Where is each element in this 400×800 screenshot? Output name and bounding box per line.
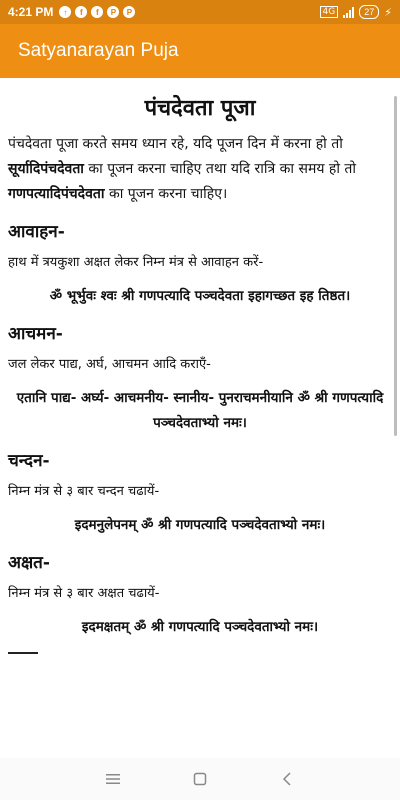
home-icon[interactable] bbox=[185, 764, 215, 794]
facebook-icon: f bbox=[75, 6, 87, 18]
p-icon: P bbox=[107, 6, 119, 18]
signal-icon bbox=[343, 7, 354, 18]
main-content[interactable] bbox=[0, 78, 400, 758]
section-instruction: निम्न मंत्र से ३ बार चन्दन चढायें- bbox=[8, 484, 160, 499]
charging-icon: ⚡ bbox=[384, 5, 392, 19]
section-mantra: एतानि पाद्य- अर्घ्य- आचमनीय- स्नानीय- पुनराचमनीयानि ॐ श्री गणपत्यादि पञ्चदेवताभ्यो नमः। bbox=[16, 390, 384, 431]
section-heading: आवाहन- bbox=[8, 222, 65, 242]
app-bar bbox=[0, 24, 400, 78]
menu-icon[interactable] bbox=[98, 764, 128, 794]
section-heading: अक्षत- bbox=[8, 553, 50, 573]
section-heading: आचमन- bbox=[8, 324, 63, 344]
next-section-divider bbox=[8, 652, 38, 654]
intro-bold-2: गणपत्यादिपंचदेवता bbox=[8, 186, 105, 202]
status-time: 4:21 PM bbox=[8, 5, 54, 19]
section-instruction: जल लेकर पाद्य, अर्घ, आचमन आदि कराएँ- bbox=[8, 357, 211, 372]
scrollbar[interactable] bbox=[394, 96, 397, 436]
upload-icon: ↑ bbox=[59, 6, 71, 18]
intro-text-1: पंचदेवता पूजा करते समय ध्यान रहे, यदि पूजन दिन में करना हो तो bbox=[8, 136, 343, 152]
status-right bbox=[320, 5, 392, 19]
back-icon[interactable] bbox=[272, 764, 302, 794]
section-instruction: हाथ में त्रयकुशा अक्षत लेकर निम्न मंत्र से आवाहन करें- bbox=[8, 255, 264, 270]
battery-icon: 27 bbox=[359, 5, 379, 19]
section-mantra: ॐ भूर्भुवः श्वः श्री गणपत्यादि पञ्चदेवता इहागच्छत इह तिष्ठत। bbox=[49, 288, 351, 304]
section-mantra: इदमक्षतम् ॐ श्री गणपत्यादि पञ्चदेवताभ्यो नमः। bbox=[81, 619, 319, 635]
section-heading: चन्दन- bbox=[8, 451, 50, 471]
navigation-bar bbox=[0, 758, 400, 800]
status-bar bbox=[0, 0, 400, 24]
section-aavahan bbox=[8, 219, 392, 309]
app-title: Satyanarayan Puja bbox=[18, 40, 179, 61]
intro-text-2: का पूजन करना चाहिए तथा यदि रात्रि का समय हो तो bbox=[83, 161, 357, 177]
page-title: पंचदेवता पूजा bbox=[144, 96, 256, 121]
intro-paragraph bbox=[8, 132, 392, 207]
section-instruction: निम्न मंत्र से ३ बार अक्षत चढायें- bbox=[8, 586, 160, 601]
section-mantra: इदमनुलेपनम् ॐ श्री गणपत्यादि पञ्चदेवताभ्यो नमः। bbox=[74, 517, 326, 533]
section-chandan bbox=[8, 448, 392, 538]
intro-bold-1: सूर्यादिपंचदेवता bbox=[8, 161, 84, 177]
section-akshat bbox=[8, 550, 392, 640]
intro-text-3: का पूजन करना चाहिए। bbox=[104, 186, 228, 202]
section-aachaman bbox=[8, 321, 392, 436]
facebook-icon: f bbox=[91, 6, 103, 18]
p-icon: P bbox=[123, 6, 135, 18]
network-type: 4G bbox=[320, 6, 339, 18]
